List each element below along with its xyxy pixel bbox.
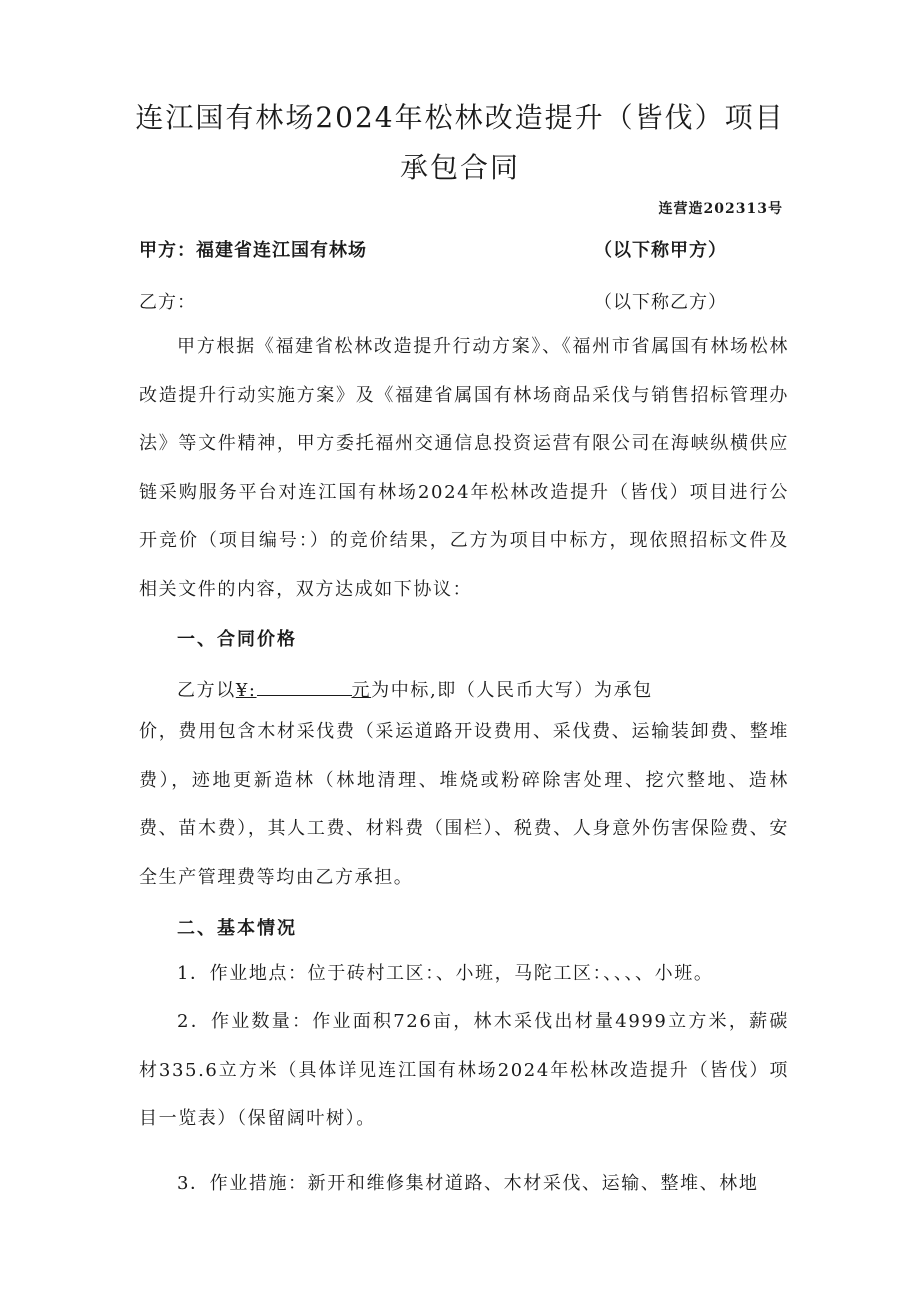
party-b-note: （以下称乙方） [594, 292, 727, 313]
item3-paragraph: 3．作业措施：新开和维修集材道路、木材采伐、运输、整堆、林地 [177, 1173, 759, 1194]
price-line [177, 675, 653, 702]
price-currency: ¥: [235, 680, 257, 701]
price-body-paragraph: 价，费用包含木材采伐费（采运道路开设费用、采伐费、运输装卸费、整堆费），迹地更新造林（林地清理、堆烧或粉碎除害处理、挖穴整地、造林费、苗木费），其人工费、材料费（围栏）、税费、人身意外伤害保险费、安全生产管理费等均由乙方承担。 [139, 721, 789, 888]
document-title-line1: 连江国有林场2024年松林改造提升（皆伐）项目 [135, 101, 785, 134]
price-prefix: 乙方以 [177, 680, 236, 701]
document-title-line2: 承包合同 [399, 151, 520, 184]
party-a [139, 236, 727, 262]
party-b-label: 乙方： [139, 292, 196, 313]
item2-paragraph: 2．作业数量：作业面积726亩，林木采伐出材量4999立方米，薪碳材335.6立方米（具体详见连江国有林场2024年松林改造提升（皆伐）项目一览表）（保留阔叶树）。 [139, 1011, 789, 1129]
party-a-label: 甲方：福建省连江国有林场 [139, 240, 367, 261]
party-a-note: （以下称甲方） [594, 240, 727, 261]
item1-paragraph: 1．作业地点：位于砖村工区：、小班，马陀工区：、、、、小班。 [177, 963, 714, 984]
document-number: 连营造202313号 [658, 201, 783, 217]
intro-paragraph: 甲方根据《福建省松林改造提升行动方案》、《福州市省属国有林场松林改造提升行动实施方案》及《福建省属国有林场商品采伐与销售招标管理办法》等文件精神，甲方委托福州交通信息投资运营有限公司在海峡纵横供应链采购服务平台对连江国有林场2024年松林改造提升（皆伐）项目进行公开竞价（项目编号：）的竞价结果，乙方为项目中标方，现依照招标文件及相关文件的内容，双方达成如下协议： [139, 336, 789, 600]
price-unit: 元 [351, 680, 372, 701]
section2-heading: 二、基本情况 [177, 918, 297, 939]
section1-heading: 一、合同价格 [177, 629, 297, 650]
price-amount-blank [257, 675, 352, 696]
price-suffix: 为中标,即（人民币大写）为承包 [371, 680, 653, 701]
party-b [139, 288, 727, 314]
